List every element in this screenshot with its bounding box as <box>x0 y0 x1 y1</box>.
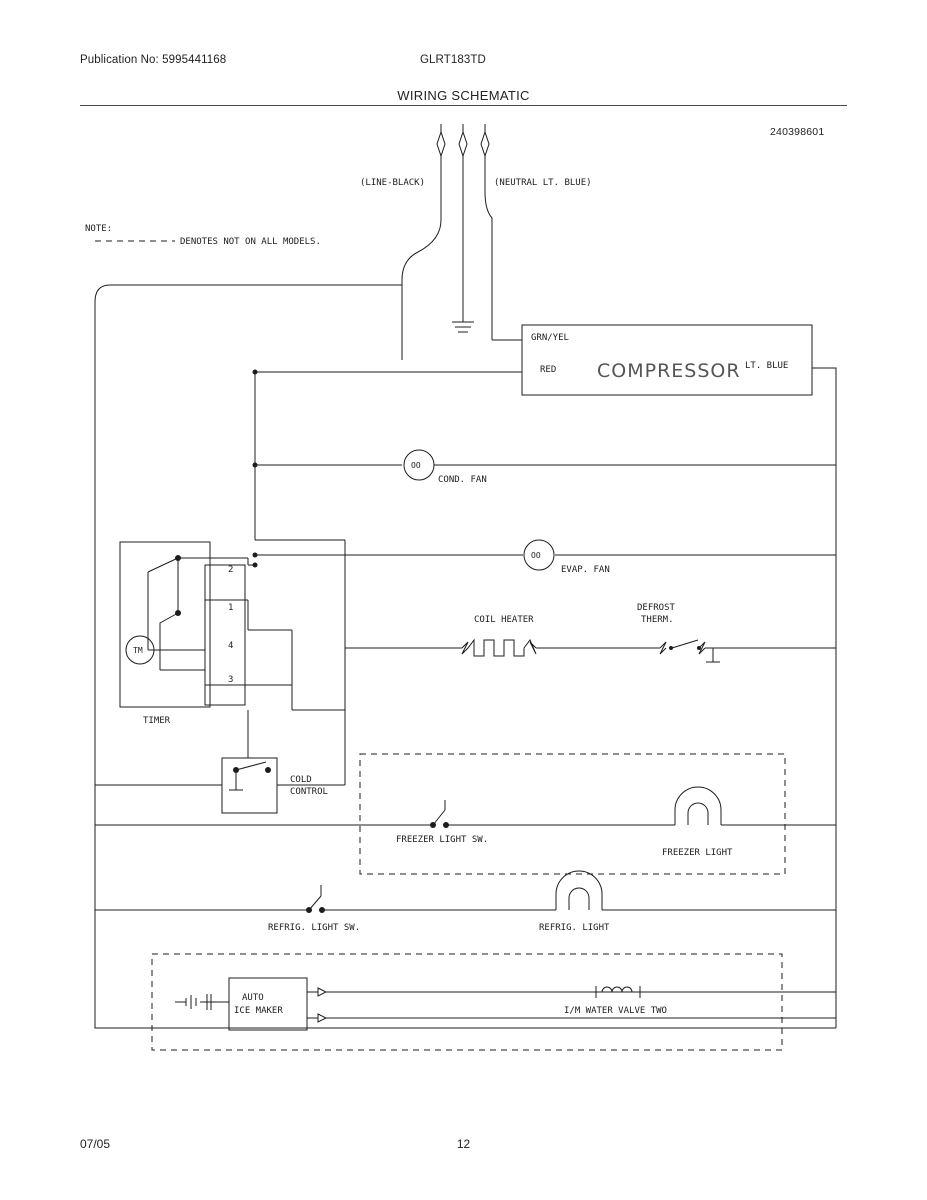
defrost-therm-label-2: THERM. <box>641 615 674 625</box>
refrig-light-sw-label: REFRIG. LIGHT SW. <box>268 923 361 933</box>
grn-yel-label: GRN/YEL <box>531 333 569 343</box>
timer-block <box>120 370 345 727</box>
header-divider <box>80 105 847 106</box>
timer-label: TIMER <box>143 716 171 726</box>
timer-terminal-4: 4 <box>228 641 234 651</box>
ice-maker-group <box>152 954 836 1050</box>
refrig-light-group <box>95 871 836 933</box>
line-black-label: (LINE-BLACK) <box>360 178 426 188</box>
refrig-light-label: REFRIG. LIGHT <box>539 923 610 933</box>
lt-blue-label: LT. BLUE <box>745 361 789 371</box>
auto-ice-maker-label-2: ICE MAKER <box>234 1006 283 1016</box>
cold-control-label-2: CONTROL <box>290 787 328 797</box>
timer-motor-symbol: TM <box>133 646 143 655</box>
note-text: DENOTES NOT ON ALL MODELS. <box>180 237 321 247</box>
publication-number: Publication No: 5995441168 <box>80 54 227 66</box>
wiring-schematic-diagram <box>0 110 927 1070</box>
freezer-light-group <box>95 754 836 874</box>
model-number: GLRT183TD <box>420 54 486 66</box>
note-heading: NOTE: <box>85 224 113 234</box>
cold-control-block <box>95 710 345 813</box>
water-valve-label: I/M WATER VALVE TWO <box>564 1006 667 1016</box>
supply-plug-prongs <box>437 124 489 156</box>
red-label: RED <box>540 365 557 375</box>
footer-page-number: 12 <box>456 1137 471 1151</box>
timer-terminal-1: 1 <box>228 603 234 613</box>
cold-control-label-1: COLD <box>290 775 312 785</box>
neutral-lt-blue-label: (NEUTRAL LT. BLUE) <box>494 178 592 188</box>
evap-fan-symbol: OO <box>531 551 541 560</box>
auto-ice-maker-label-1: AUTO <box>242 993 264 1003</box>
evap-fan-circuit <box>255 540 836 575</box>
cabinet-outline <box>95 285 836 1028</box>
cond-fan-symbol: OO <box>411 461 421 470</box>
page-title: WIRING SCHEMATIC <box>397 88 530 103</box>
timer-terminal-3: 3 <box>228 675 234 685</box>
coil-heater-circuit <box>255 540 836 662</box>
timer-terminal-2: 2 <box>228 565 234 575</box>
coil-heater-label: COIL HEATER <box>474 615 534 625</box>
cond-fan-label: COND. FAN <box>438 475 487 485</box>
footer-date: 07/05 <box>80 1137 111 1151</box>
document-number: 240398601 <box>770 126 825 138</box>
freezer-light-sw-label: FREEZER LIGHT SW. <box>396 835 489 845</box>
evap-fan-label: EVAP. FAN <box>561 565 610 575</box>
freezer-light-label: FREEZER LIGHT <box>662 848 733 858</box>
defrost-therm-label-1: DEFROST <box>637 603 675 613</box>
compressor-label: COMPRESSOR <box>597 360 741 382</box>
cond-fan-circuit <box>255 450 836 485</box>
